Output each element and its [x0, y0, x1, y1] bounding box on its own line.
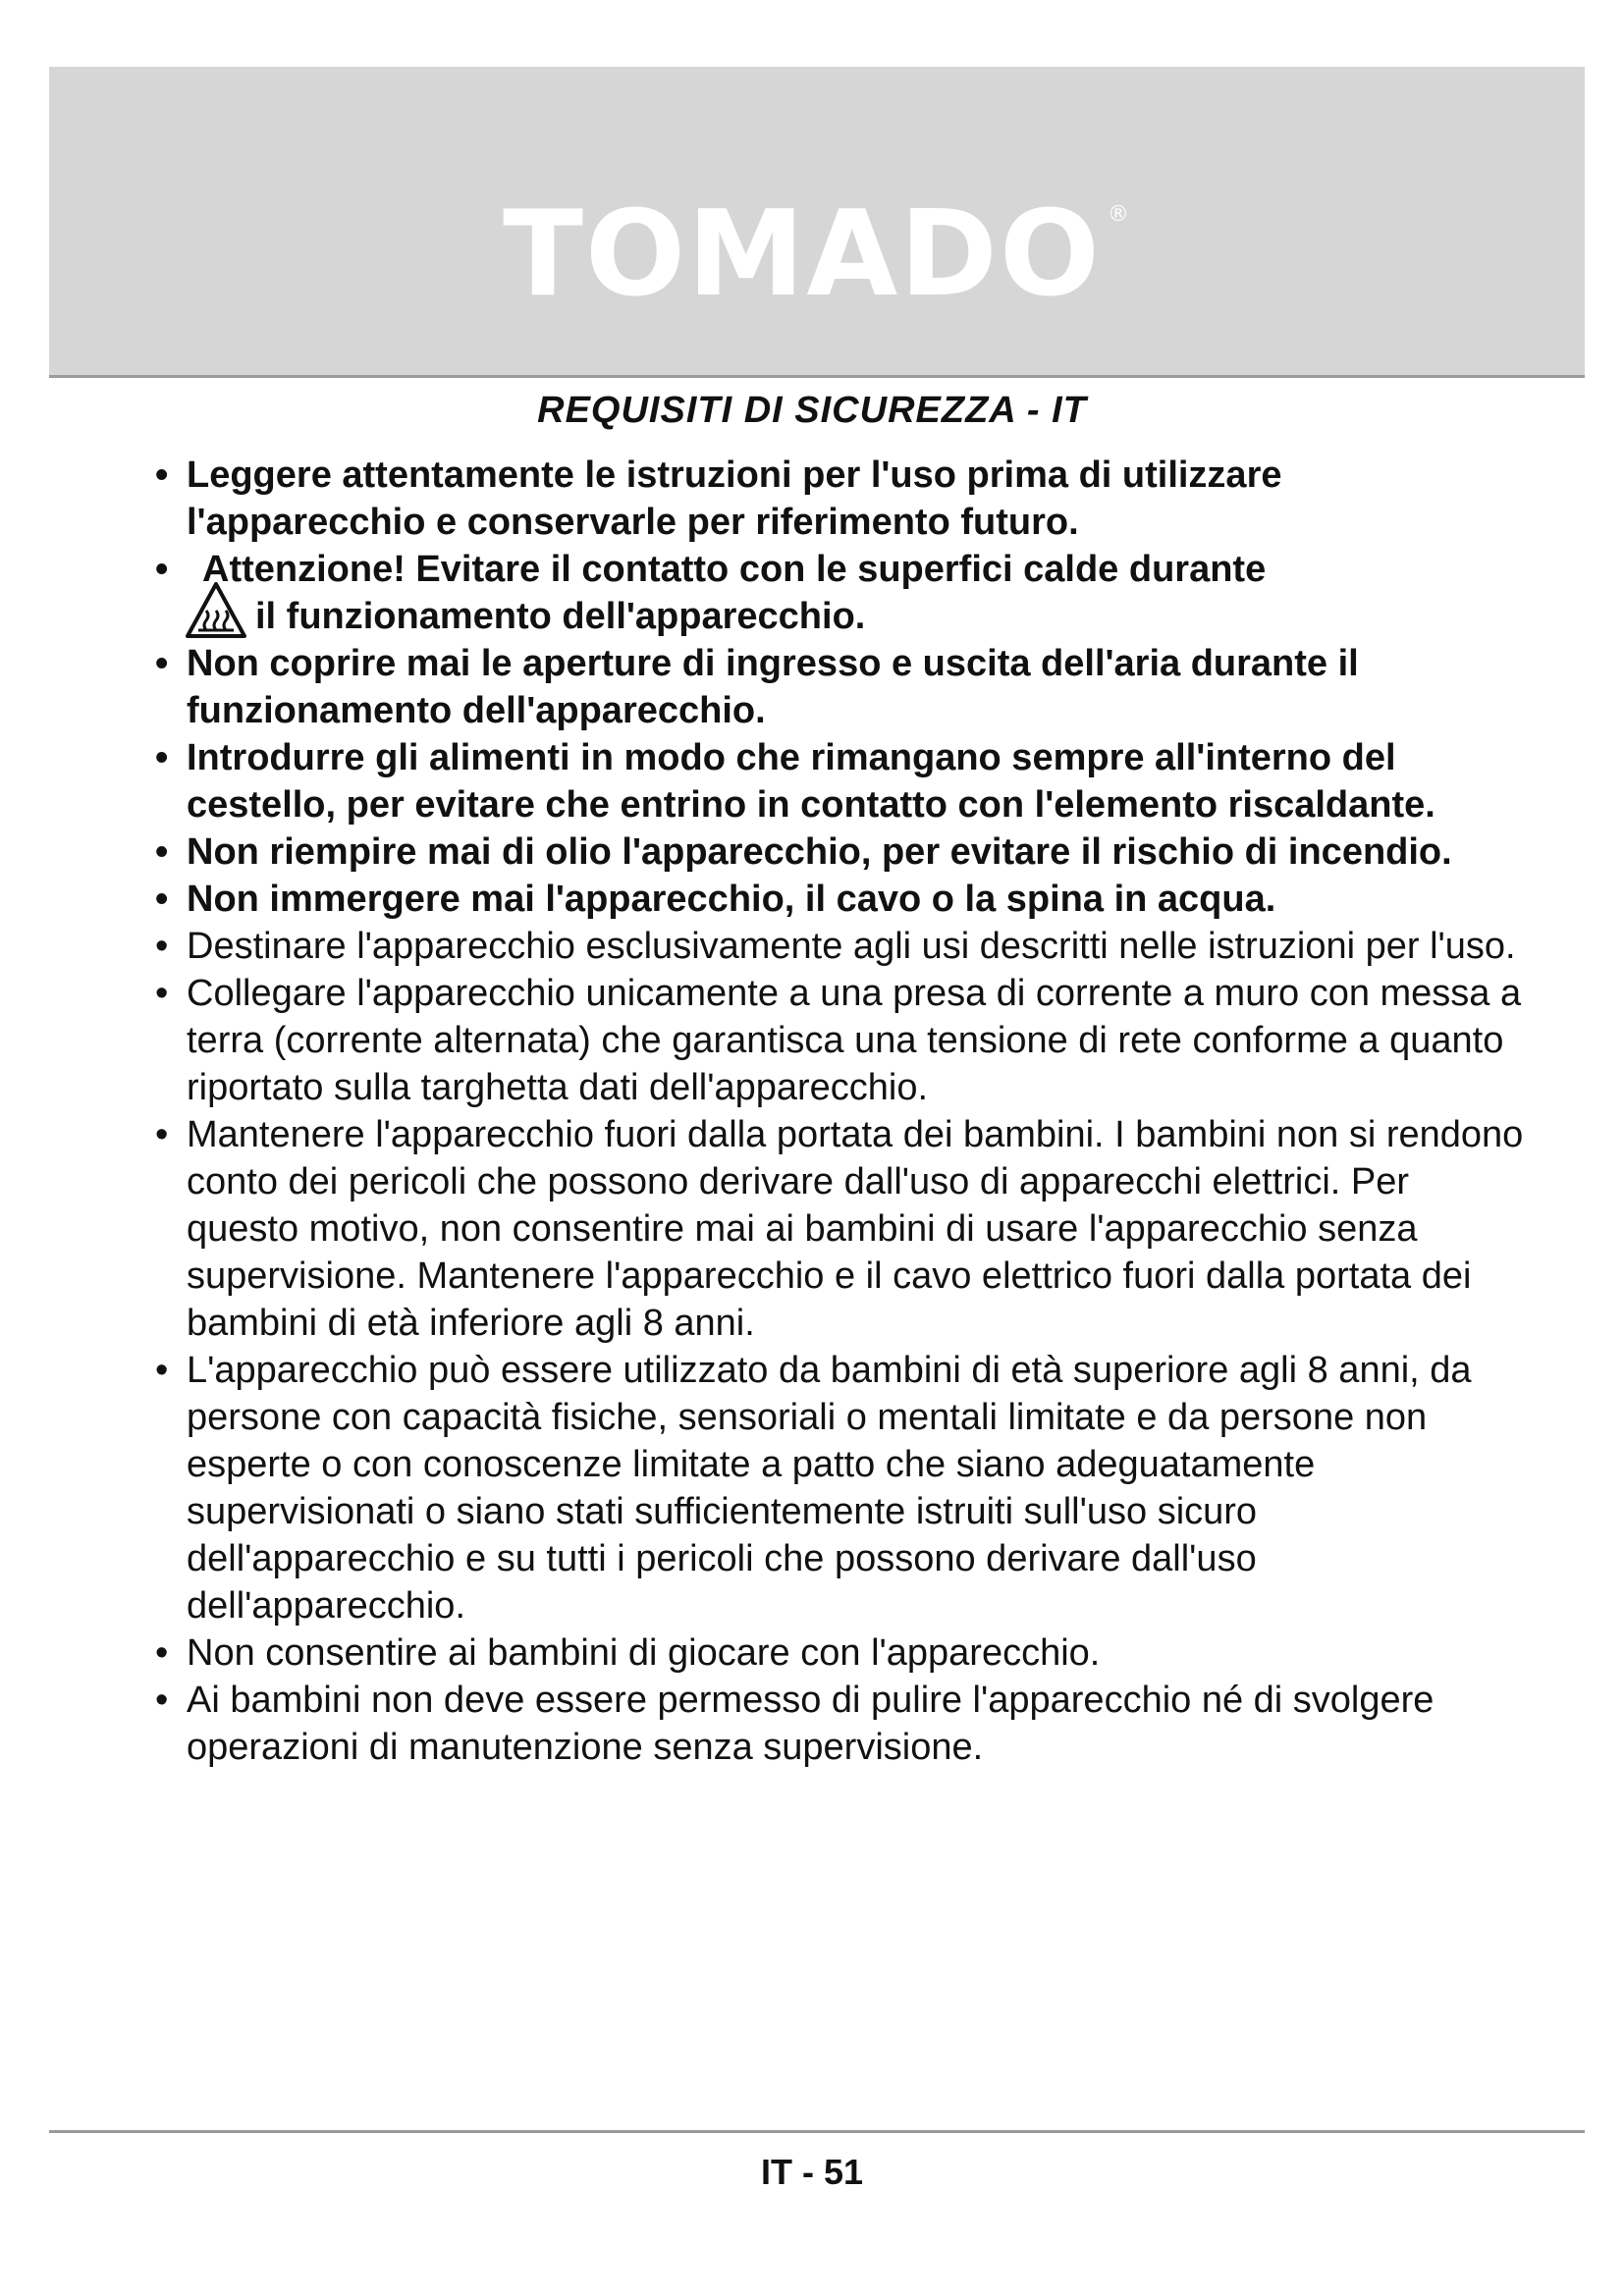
list-item — [155, 640, 1530, 734]
item-text: L'apparecchio può essere utilizzato da bambini di età superiore agli 8 anni, da persone con capacità fisiche, sensoriali o mentali limitate e da persone non esperte o con conoscenze limitate a patto che siano adeguatamente supervisionati o siano stati sufficientemente istruiti sull'uso sicuro dell'apparecchio e su tutti i pericoli che possono derivare dall'uso dell'apparecchio. — [187, 1350, 1472, 1627]
safety-list — [155, 452, 1530, 1771]
hot-surface-warning-icon — [185, 581, 247, 640]
bullet: • — [155, 1114, 169, 1155]
registered-mark: ® — [1107, 202, 1131, 227]
item-text: Non riempire mai di olio l'apparecchio, per evitare il rischio di incendio. — [187, 831, 1452, 873]
bullet: • — [155, 1680, 169, 1721]
list-item — [155, 452, 1530, 546]
list-item — [155, 828, 1530, 876]
page-number: IT - 51 — [760, 2152, 864, 2192]
logo-text: TOMADO — [503, 187, 1102, 323]
header-banner — [49, 67, 1585, 378]
item-text: Mantenere l'apparecchio fuori dalla portata dei bambini. I bambini non si rendono conto dei pericoli che possono derivare dall'uso di apparecchi elettrici. Per questo motivo, non consentire mai ai bambini di usare l'apparecchio senza supervisione. Mantenere l'apparecchio e il cavo elettrico fuori dalla portata dei bambini di età inferiore agli 8 anni. — [187, 1114, 1524, 1344]
item-text: Destinare l'apparecchio esclusivamente agli usi descritti nelle istruzioni per l'uso. — [187, 926, 1516, 967]
item-text: Introdurre gli alimenti in modo che rimangano sempre all'interno del cestello, per evitare che entrino in contatto con l'elemento riscaldante. — [187, 737, 1435, 826]
footer-divider — [49, 2130, 1585, 2133]
bullet: • — [155, 643, 169, 684]
bullet: • — [155, 973, 169, 1014]
item-text: Non coprire mai le aperture di ingresso e uscita dell'aria durante il funzionamento dell'apparecchio. — [187, 643, 1359, 731]
list-item — [155, 876, 1530, 923]
list-item — [155, 1111, 1530, 1347]
item-text: Non immergere mai l'apparecchio, il cavo o la spina in acqua. — [187, 879, 1276, 920]
brand-logo — [49, 187, 1585, 323]
list-item-warning — [155, 546, 1530, 640]
bullet: • — [155, 737, 169, 778]
list-item — [155, 734, 1530, 828]
item-text: Non consentire ai bambini di giocare con l'apparecchio. — [187, 1632, 1101, 1674]
list-item — [155, 1677, 1530, 1771]
bullet: • — [155, 1350, 169, 1391]
item-text: Leggere attentamente le istruzioni per l'uso prima di utilizzare l'apparecchio e conservarle per riferimento futuro. — [187, 454, 1282, 543]
bullet: • — [155, 549, 169, 590]
bullet: • — [155, 879, 169, 920]
list-item — [155, 1629, 1530, 1677]
item-text: Attenzione! Evitare il contatto con le superfici calde durante — [202, 549, 1267, 590]
item-text: Collegare l'apparecchio unicamente a una presa di corrente a muro con messa a terra (corrente alternata) che garantisca una tensione di rete conforme a quanto riportato sulla targhetta dati dell'apparecchio. — [187, 973, 1522, 1108]
list-item — [155, 970, 1530, 1111]
list-item — [155, 923, 1530, 970]
item-text: Ai bambini non deve essere permesso di pulire l'apparecchio né di svolgere operazioni di manutenzione senza supervisione. — [187, 1680, 1435, 1768]
bullet: • — [155, 1632, 169, 1674]
item-text: il funzionamento dell'apparecchio. — [255, 596, 866, 637]
section-title: REQUISITI DI SICUREZZA - IT — [537, 390, 1087, 431]
bullet: • — [155, 926, 169, 967]
list-item — [155, 1347, 1530, 1629]
bullet: • — [155, 831, 169, 873]
bullet: • — [155, 454, 169, 496]
